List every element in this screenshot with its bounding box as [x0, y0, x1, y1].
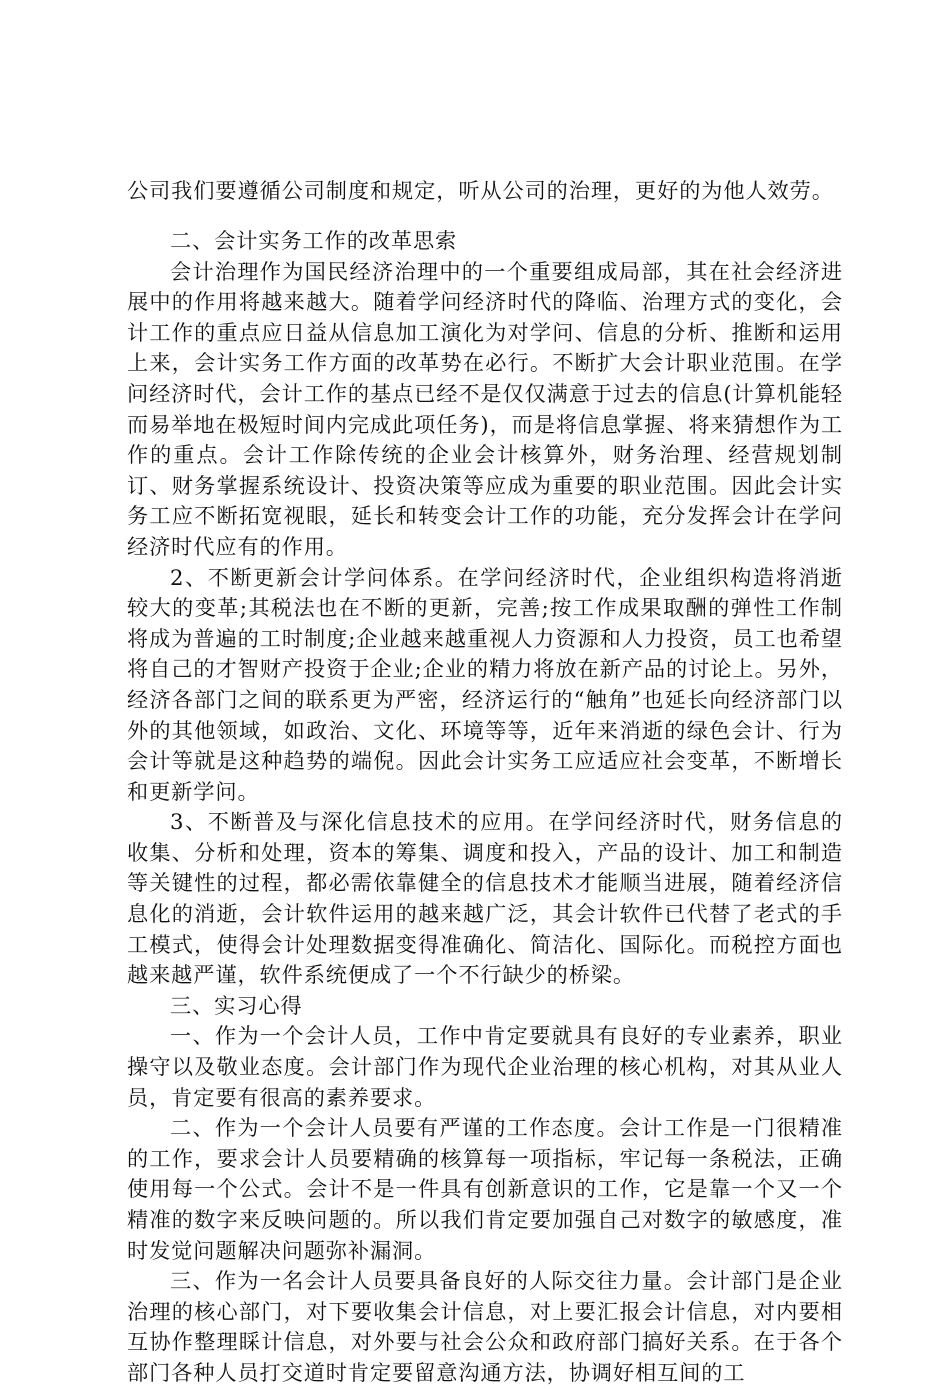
body-text — [127, 226, 843, 1389]
section-two-paragraph-3: 3、不断普及与深化信息技术的应用。在学问经济时代，财务信息的收集、分析和处理，资本的筹集、调度和投入，产品的设计、加工和制造等关键性的过程，都必需依靠健全的信息技术才能顺当进展，随着经济信息化的消逝，会计软件运用的越来越广泛，其会计软件已代替了老式的手工模式，使得会计处理数据变得准确化、简洁化、国际化。而税控方面也越来越严谨，软件系统便成了一个不行缺少的桥梁。 — [127, 809, 843, 988]
section-three-paragraph-2: 二、作为一个会计人员要有严谨的工作态度。会计工作是一门很精准的工作，要求会计人员要精确的核算每一项指标，牢记每一条税法，正确使用每一个公式。会计不是一件具有创新意识的工作，它是靠一个又一个精准的数字来反映问题的。所以我们肯定要加强自己对数字的敏感度，准时发觉问题解决问题弥补漏洞。 — [127, 1115, 843, 1263]
section-three-paragraph-3: 三、作为一名会计人员要具备良好的人际交往力量。会计部门是企业治理的核心部门，对下要收集会计信息，对上要汇报会计信息，对内要相互协作整理睬计信息，对外要与社会公众和政府部门搞好关系。在于各个部门各种人员打交道时肯定要留意沟通方法，协调好相互间的工 — [127, 1268, 843, 1385]
continuation-block — [127, 176, 843, 207]
section-three-paragraph-1: 一、作为一个会计人员，工作中肯定要就具有良好的专业素养，职业操守以及敬业态度。会计部门作为现代企业治理的核心机构，对其从业人员，肯定要有很高的素养要求。 — [127, 1023, 843, 1110]
continuation-paragraph: 公司我们要遵循公司制度和规定，听从公司的治理，更好的为他人效劳。 — [127, 178, 834, 203]
section-three-heading: 三、实习心得 — [170, 992, 303, 1018]
section-two-paragraph-2: 2、不断更新会计学问体系。在学问经济时代，企业组织构造将消逝较大的变革;其税法也在不断的更新，完善;按工作成果取酬的弹性工作制将成为普遍的工时制度;企业越来越重视人力资源和人力投资，员工也希望将自己的才智财产投资于企业;企业的精力将放在新产品的讨论上。另外，经济各部门之间的联系更为严密，经济运行的“触角”也延长向经济部门以外的其他领域，如政治、文化、环境等等，近年来消逝的绿色会计、行为会计等就是这种趋势的端倪。因此会计实务工应适应社会变革，不断增长和更新学问。 — [127, 564, 843, 804]
section-two-paragraph-1: 会计治理作为国民经济治理中的一个重要组成局部，其在社会经济进展中的作用将越来越大。随着学问经济时代的降临、治理方式的变化，会计工作的重点应日益从信息加工演化为对学问、信息的分析、推断和运用上来，会计实务工作方面的改革势在必行。不断扩大会计职业范围。在学问经济时代，会计工作的基点已经不是仅仅满意于过去的信息(计算机能轻而易举地在极短时间内完成此项任务)，而是将信息掌握、将来猜想作为工作的重点。会计工作除传统的企业会计核算外，财务治理、经营规划制订、财务掌握系统设计、投资决策等应成为重要的职业范围。因此会计实务工应不断拓宽视眼，延长和转变会计工作的功能，充分发挥会计在学问经济时代应有的作用。 — [127, 258, 843, 559]
section-two-heading: 二、会计实务工作的改革思索 — [170, 228, 458, 253]
